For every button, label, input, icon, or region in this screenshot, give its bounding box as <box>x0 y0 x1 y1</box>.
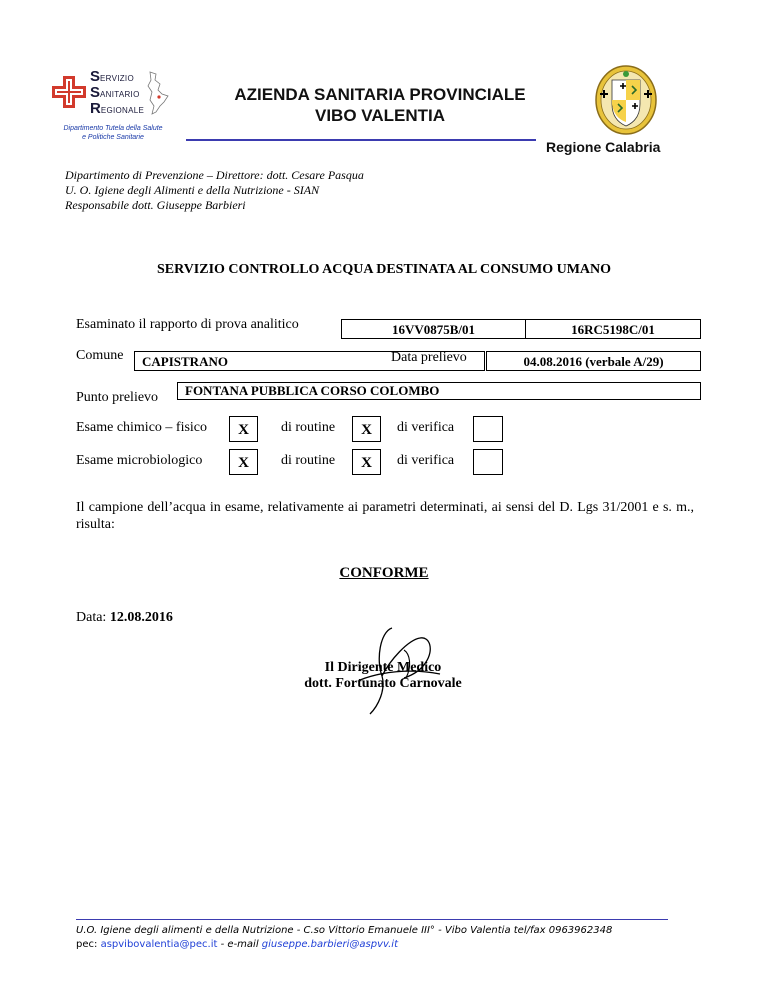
punto-prelievo-value: FONTANA PUBBLICA CORSO COLOMBO <box>177 382 701 400</box>
department-info <box>65 168 364 213</box>
punto-prelievo-label: Punto prelievo <box>76 390 159 405</box>
chem-exam-checkbox[interactable]: X <box>229 416 258 442</box>
chem-verifica-checkbox[interactable] <box>473 416 503 442</box>
calabria-crest-icon <box>594 64 658 136</box>
footer-line-1: U.O. Igiene degli alimenti e della Nutrizione - C.so Vittorio Emanuele III° - Vibo Valentia tel/fax 0963962348 <box>76 925 613 936</box>
result-text: CONFORME <box>339 565 429 581</box>
signature-name: dott. Fortunato Carnovale <box>304 676 462 691</box>
department-line-1: Dipartimento di Prevenzione – Direttore: dott. Cesare Pasqua <box>65 168 364 182</box>
ssr-line-1: SERVIZIO <box>90 68 134 85</box>
ssr-subtitle-2: e Politiche Sanitarie <box>82 134 144 141</box>
micro-verifica-label: di verifica <box>397 453 455 468</box>
department-line-3: Responsabile dott. Giuseppe Barbieri <box>65 198 246 212</box>
comune-label: Comune <box>76 348 124 363</box>
report-label: Esaminato il rapporto di prova analitico <box>76 317 299 332</box>
footer-rule <box>76 919 668 920</box>
comune-value: CAPISTRANO <box>134 351 485 371</box>
pec-email-link[interactable]: aspvibovalentia@pec.it <box>100 939 218 950</box>
calabria-map-icon <box>142 70 172 116</box>
footer-pec-label: pec: <box>76 939 98 950</box>
email-link[interactable]: giuseppe.barbieri@aspvv.it <box>261 939 398 950</box>
micro-routine-label: di routine <box>281 453 336 468</box>
ssr-logo <box>48 66 178 146</box>
data-prelievo-label: Data prelievo <box>391 350 467 365</box>
ssr-line-2: SANITARIO <box>90 84 140 101</box>
chem-routine-label: di routine <box>281 420 336 435</box>
report-code-1: 16VV0875B/01 <box>341 319 526 339</box>
body-text: Il campione dell’acqua in esame, relativamente ai parametri determinati, ai sensi del D. Lgs 31/2001 e s. m., risulta: <box>76 500 694 532</box>
report-code-2: 16RC5198C/01 <box>525 319 701 339</box>
date-value: 12.08.2016 <box>109 610 173 625</box>
ssr-line-3: REGIONALE <box>90 100 145 117</box>
signature-title: Il Dirigente Medico <box>324 660 442 675</box>
micro-exam-checkbox[interactable]: X <box>229 449 258 475</box>
chem-verifica-label: di verifica <box>397 420 455 435</box>
department-line-2: U. O. Igiene degli Alimenti e della Nutrizione - SIAN <box>65 183 320 197</box>
header-rule <box>186 139 536 141</box>
red-cross-icon <box>52 76 86 108</box>
footer-email-label: - e-mail <box>220 939 259 950</box>
date-line <box>76 610 173 626</box>
micro-routine-checkbox[interactable]: X <box>352 449 381 475</box>
region-label: Regione Calabria <box>546 139 661 155</box>
signature-block <box>238 660 528 692</box>
header-title-line-2: VIBO VALENTIA <box>314 106 446 125</box>
header-title <box>180 84 580 126</box>
ssr-subtitle-1: Dipartimento Tutela della Salute <box>63 125 163 132</box>
section-title: SERVIZIO CONTROLLO ACQUA DESTINATA AL CONSUMO UMANO <box>156 262 612 277</box>
header-title-line-1: AZIENDA SANITARIA PROVINCIALE <box>234 85 526 104</box>
date-label: Data: <box>76 610 107 625</box>
data-prelievo-value: 04.08.2016 (verbale A/29) <box>486 351 701 371</box>
micro-exam-label: Esame microbiologico <box>76 453 203 468</box>
chem-routine-checkbox[interactable]: X <box>352 416 381 442</box>
micro-verifica-checkbox[interactable] <box>473 449 503 475</box>
chem-exam-label: Esame chimico – fisico <box>76 420 208 435</box>
footer-line-2 <box>76 939 398 950</box>
